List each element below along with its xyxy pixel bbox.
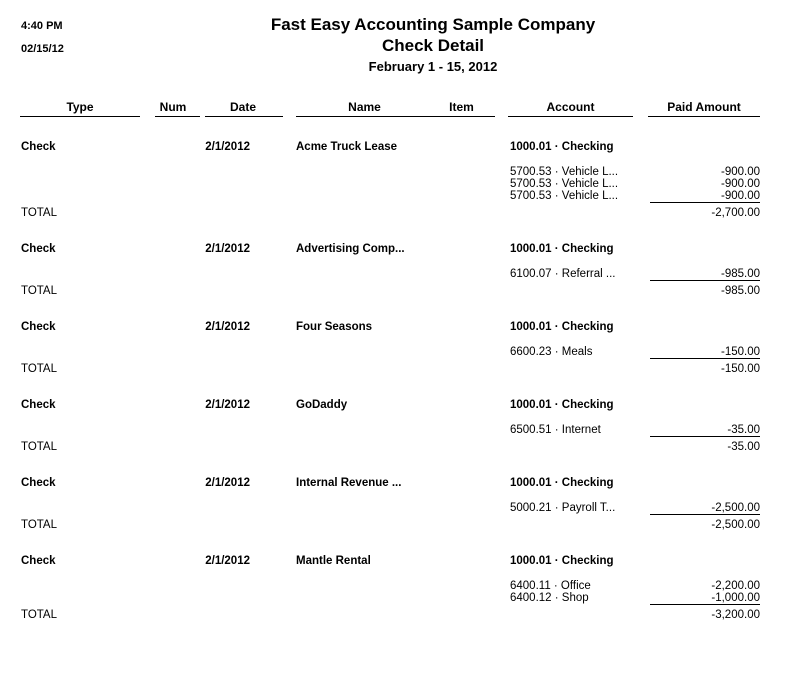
cell-split-account: 6100.07 · Referral ...: [510, 268, 616, 280]
column-header-rule-account: [508, 116, 633, 117]
column-header-rule-date: [205, 116, 283, 117]
table-row-split[interactable]: [0, 591, 810, 605]
table-row[interactable]: [0, 398, 810, 412]
cell-date: 2/1/2012: [205, 555, 250, 567]
cell-split-amount: -35.00: [727, 424, 760, 436]
cell-split-amount: -900.00: [720, 178, 760, 190]
table-row-split[interactable]: [0, 345, 810, 359]
cell-split-amount: -2,200.00: [711, 580, 760, 592]
cell-name: Advertising Comp...: [296, 243, 405, 255]
print-date: 02/15/12: [21, 43, 64, 55]
cell-split-amount: -900.00: [720, 166, 760, 178]
cell-date: 2/1/2012: [205, 141, 250, 153]
cell-split-amount: -1,000.00: [711, 592, 760, 604]
column-header-rule-name: [296, 116, 433, 117]
subtotal-rule: [650, 604, 760, 605]
table-row-total[interactable]: [0, 608, 810, 622]
print-time: 4:40 PM: [21, 20, 63, 32]
cell-date: 2/1/2012: [205, 243, 250, 255]
column-header-type[interactable]: Type: [66, 100, 94, 114]
cell-split-amount: -150.00: [720, 346, 760, 358]
cell-name: Acme Truck Lease: [296, 141, 398, 153]
subtotal-rule: [650, 514, 760, 515]
report-title-block: [130, 14, 736, 76]
total-label: TOTAL: [21, 207, 57, 219]
cell-date: 2/1/2012: [205, 321, 250, 333]
table-row-split[interactable]: [0, 423, 810, 437]
cell-date: 2/1/2012: [205, 477, 250, 489]
table-row-total[interactable]: [0, 362, 810, 376]
cell-split-account: 5700.53 · Vehicle L...: [510, 190, 619, 202]
table-row[interactable]: [0, 476, 810, 490]
table-row-split[interactable]: [0, 189, 810, 203]
cell-total-amount: -3,200.00: [711, 609, 760, 621]
cell-account: 1000.01 · Checking: [510, 243, 614, 255]
total-label: TOTAL: [21, 363, 57, 375]
cell-account: 1000.01 · Checking: [510, 141, 614, 153]
cell-name: Internal Revenue ...: [296, 477, 402, 489]
table-row-split[interactable]: [0, 267, 810, 281]
table-row-split[interactable]: [0, 501, 810, 515]
company-name: Fast Easy Accounting Sample Company: [270, 15, 596, 34]
column-header-amount[interactable]: Paid Amount: [667, 100, 741, 114]
cell-type: Check: [21, 477, 56, 489]
cell-account: 1000.01 · Checking: [510, 321, 614, 333]
cell-split-account: 6500.51 · Internet: [510, 424, 601, 436]
cell-type: Check: [21, 141, 56, 153]
table-row-total[interactable]: [0, 206, 810, 220]
cell-split-account: 6600.23 · Meals: [510, 346, 593, 358]
cell-total-amount: -35.00: [727, 441, 760, 453]
cell-split-amount: -900.00: [720, 190, 760, 202]
total-label: TOTAL: [21, 441, 57, 453]
cell-split-account: 5700.53 · Vehicle L...: [510, 178, 619, 190]
cell-split-account: 6400.12 · Shop: [510, 592, 589, 604]
cell-split-account: 5000.21 · Payroll T...: [510, 502, 616, 514]
cell-account: 1000.01 · Checking: [510, 477, 614, 489]
total-label: TOTAL: [21, 285, 57, 297]
cell-split-account: 6400.11 · Office: [510, 580, 591, 592]
report-name: Check Detail: [381, 36, 485, 55]
table-row[interactable]: [0, 140, 810, 154]
column-header-rule-item: [428, 116, 495, 117]
table-row-total[interactable]: [0, 284, 810, 298]
subtotal-rule: [650, 202, 760, 203]
column-header-rule-amount: [648, 116, 760, 117]
subtotal-rule: [650, 280, 760, 281]
cell-type: Check: [21, 243, 56, 255]
cell-total-amount: -2,700.00: [711, 207, 760, 219]
cell-account: 1000.01 · Checking: [510, 555, 614, 567]
subtotal-rule: [650, 358, 760, 359]
column-header-date[interactable]: Date: [229, 100, 256, 114]
column-header-row: [0, 100, 810, 120]
cell-name: Four Seasons: [296, 321, 373, 333]
cell-split-amount: -985.00: [720, 268, 760, 280]
cell-total-amount: -985.00: [720, 285, 760, 297]
column-header-account[interactable]: Account: [546, 100, 595, 114]
table-row-total[interactable]: [0, 518, 810, 532]
subtotal-rule: [650, 436, 760, 437]
column-header-rule-num: [155, 116, 200, 117]
cell-split-amount: -2,500.00: [711, 502, 760, 514]
table-row-total[interactable]: [0, 440, 810, 454]
cell-split-account: 5700.53 · Vehicle L...: [510, 166, 619, 178]
table-row[interactable]: [0, 242, 810, 256]
cell-total-amount: -2,500.00: [711, 519, 760, 531]
column-header-name[interactable]: Name: [348, 100, 381, 114]
table-row[interactable]: [0, 554, 810, 568]
column-header-num[interactable]: Num: [159, 100, 187, 114]
column-header-item[interactable]: Item: [449, 100, 474, 114]
cell-type: Check: [21, 399, 56, 411]
cell-name: Mantle Rental: [296, 555, 371, 567]
table-row[interactable]: [0, 320, 810, 334]
cell-type: Check: [21, 321, 56, 333]
cell-type: Check: [21, 555, 56, 567]
cell-total-amount: -150.00: [720, 363, 760, 375]
report-date-range: February 1 - 15, 2012: [368, 59, 498, 74]
cell-account: 1000.01 · Checking: [510, 399, 614, 411]
cell-name: GoDaddy: [296, 399, 348, 411]
total-label: TOTAL: [21, 519, 57, 531]
column-header-rule-type: [20, 116, 140, 117]
cell-date: 2/1/2012: [205, 399, 250, 411]
total-label: TOTAL: [21, 609, 57, 621]
